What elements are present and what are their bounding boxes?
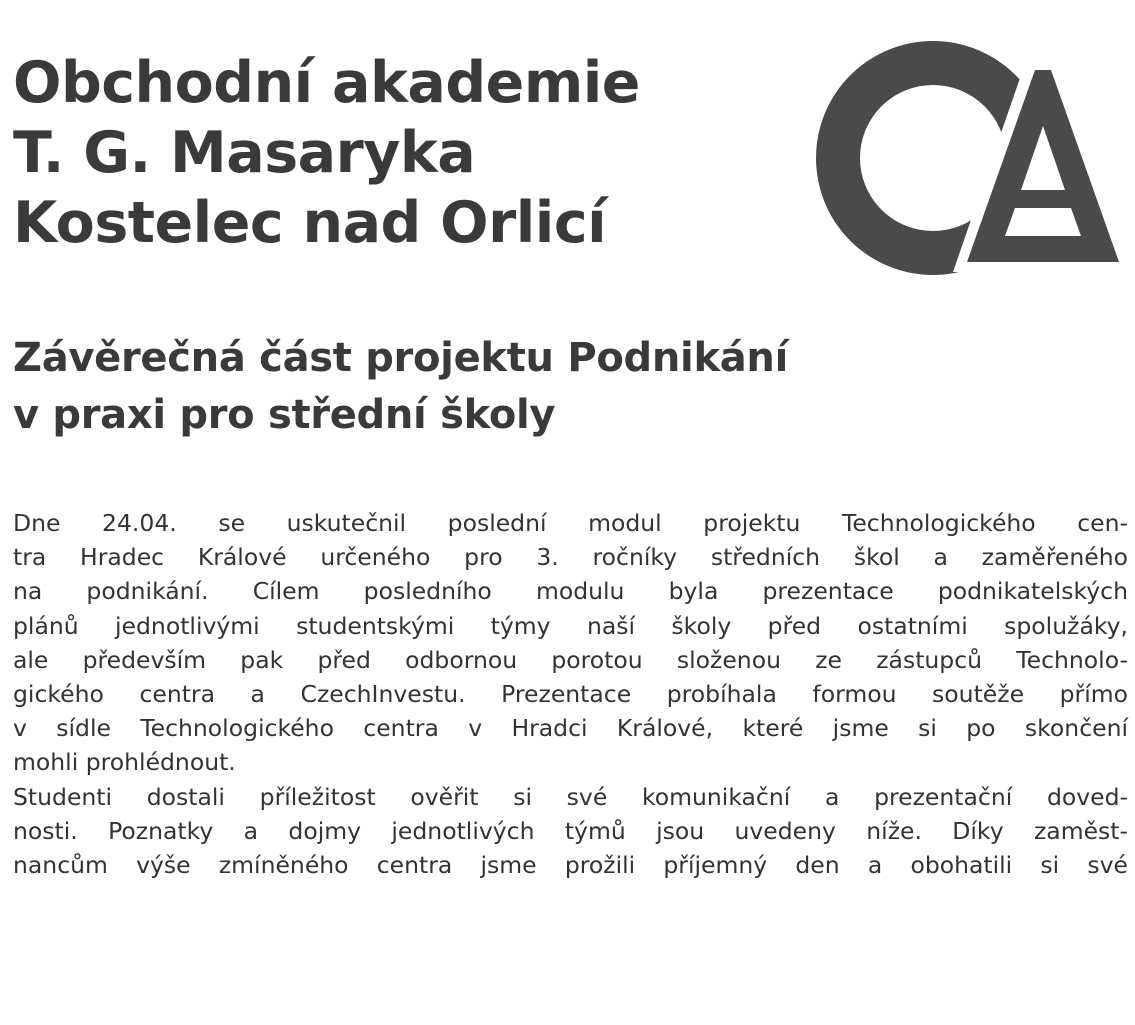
school-name-line: T. G. Masaryka (13, 120, 476, 186)
body-line: mohli prohlédnout. (13, 748, 236, 777)
body-line: tra Hradec Králové určeného pro 3. ročníky středních škol a zaměřeného (13, 543, 1128, 572)
article-title-line: Závěrečná část projektu Podnikání (13, 335, 789, 381)
school-name-line: Kostelec nad Orlicí (13, 190, 607, 256)
body-line: nosti. Poznatky a dojmy jednotlivých týmů jsou uvedeny níže. Díky zaměst- (13, 816, 1128, 845)
body-line: na podnikání. Cílem posledního modulu byla prezentace podnikatelských (13, 577, 1128, 606)
body-line: v sídle Technologického centra v Hradci Králové, které jsme si po skončení (13, 714, 1128, 743)
body-line: gického centra a CzechInvestu. Prezentace probíhala formou soutěže přímo (13, 680, 1128, 709)
oa-logo (815, 40, 1125, 280)
article-body (13, 506, 1128, 882)
body-line: nancům výše zmíněného centra jsme prožili příjemný den a obohatili si své (13, 851, 1128, 880)
body-line: ale především pak před odbornou porotou složenou ze zástupců Technolo- (13, 645, 1128, 674)
body-line: Dne 24.04. se uskutečnil poslední modul projektu Technologického cen- (13, 509, 1128, 537)
oa-logo-graphic (815, 40, 1125, 280)
school-name-line: Obchodní akademie (13, 50, 640, 116)
article-title (13, 330, 788, 444)
body-line: plánů jednotlivými studentskými týmy naší školy před ostatními spolužáky, (13, 611, 1128, 640)
article-title-line: v praxi pro střední školy (13, 392, 556, 438)
school-name (13, 48, 640, 258)
body-line: Studenti dostali příležitost ověřit si své komunikační a prezentační doved- (13, 782, 1128, 811)
